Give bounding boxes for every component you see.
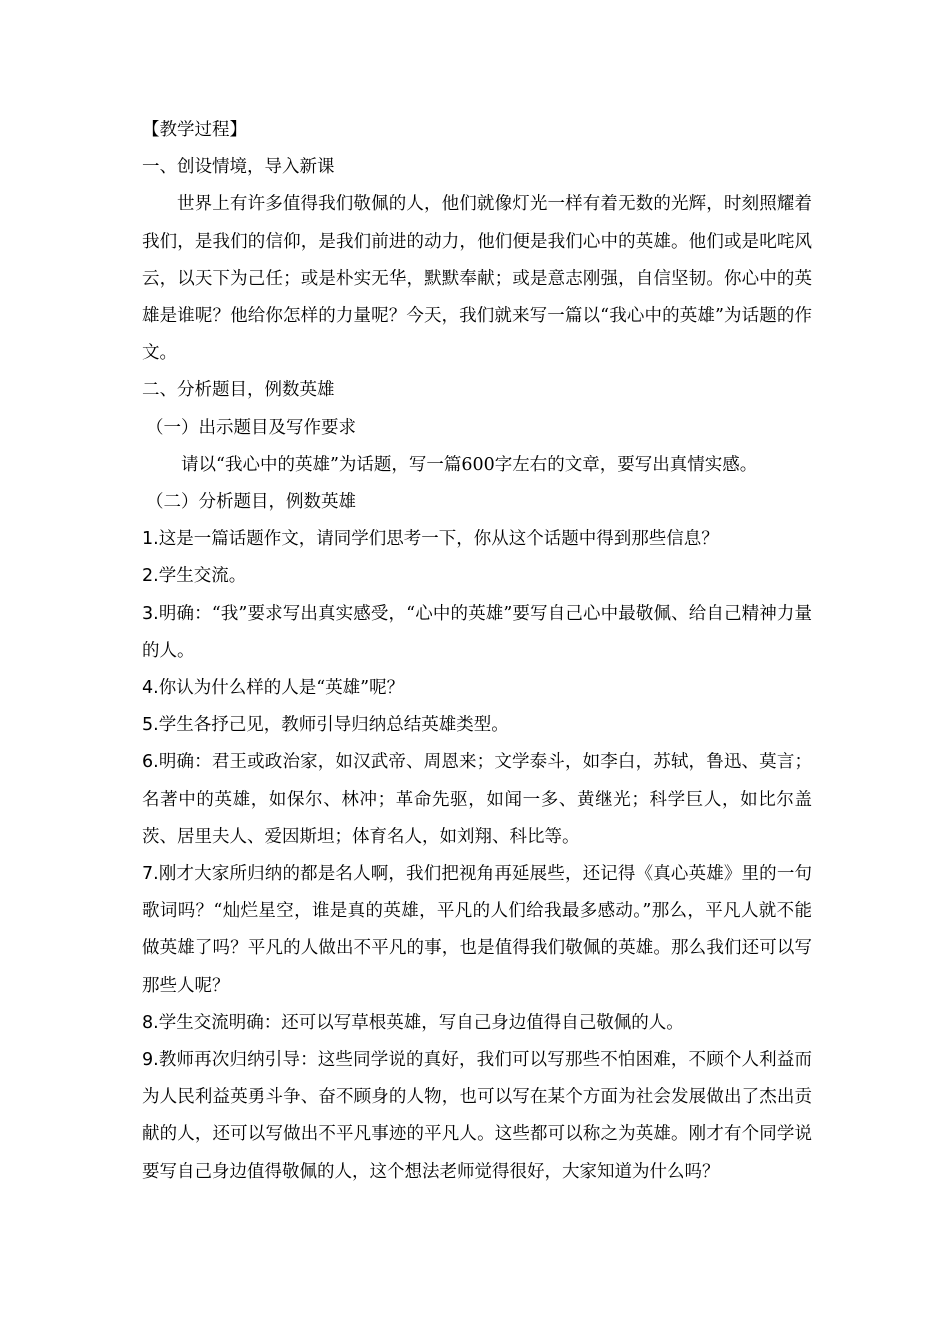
item-number: 1. [142, 529, 159, 550]
subsection-1-title: （一）出示题目及写作要求 [146, 417, 356, 438]
list-item [142, 744, 812, 856]
list-item [142, 1005, 812, 1042]
list-item [142, 521, 812, 558]
item-number: 3. [142, 603, 159, 624]
item-number: 5. [142, 715, 159, 736]
list-item [142, 856, 812, 1005]
list-item [142, 558, 812, 595]
item-text: 学生交流。 [158, 566, 247, 587]
intro-paragraph: 世界上有许多值得我们敬佩的人，他们就像灯光一样有着无数的光辉，时刻照耀着我们，是我们的信仰，是我们前进的动力，他们便是我们心中的英雄。他们或是叱咤风云，以天下为己任；或是朴实无华，默默奉献；或是意志刚强，自信坚韧。你心中的英雄是谁呢？他给你怎样的力量呢？今天，我们就来写一篇以“我心中的英雄”为话题的作文。 [142, 194, 812, 364]
item-text: 明确：“我”要求写出真实感受，“心中的英雄”要写自己心中最敬佩、给自己精神力量的人。 [142, 603, 812, 661]
item-text: 教师再次归纳引导：这些同学说的真好，我们可以写那些不怕困难，不顾个人利益而为人民利益英勇斗争、奋不顾身的人物，也可以写在某个方面为社会发展做出了杰出贡献的人，还可以写做出不平凡事迹的平凡人。这些都可以称之为英雄。刚才有个同学说要写自己身边值得敬佩的人，这个想法老师觉得很好，大家知道为什么吗？ [142, 1050, 812, 1182]
item-text: 学生各抒己见，教师引导归纳总结英雄类型。 [158, 715, 509, 736]
section-2-title: 二、分析题目，例数英雄 [142, 380, 335, 401]
item-number: 8. [142, 1012, 159, 1033]
teaching-process-heading: 【教学过程】 [142, 120, 247, 140]
subsection-2-title: （二）分析题目，例数英雄 [146, 492, 356, 513]
item-text: 这是一篇话题作文，请同学们思考一下，你从这个话题中得到那些信息？ [158, 529, 719, 550]
document-body [142, 112, 812, 1191]
item-number: 4. [142, 678, 159, 699]
writing-requirement: 请以“我心中的英雄”为话题，写一篇600字左右的文章，要写出真情实感。 [181, 454, 758, 475]
list-item [142, 670, 812, 707]
item-number: 9. [142, 1050, 159, 1071]
item-number: 7. [142, 864, 159, 885]
item-text: 明确：君王或政治家，如汉武帝、周恩来；文学泰斗，如李白，苏轼，鲁迅、莫言；名著中的英雄，如保尔、林冲；革命先驱，如闻一多、黄继光；科学巨人，如比尔盖茨、居里夫人、爱因斯坦；体育名人，如刘翔、科比等。 [142, 752, 812, 847]
section-1-title: 一、创设情境，导入新课 [142, 157, 335, 178]
item-text: 刚才大家所归纳的都是名人啊，我们把视角再延展些，还记得《真心英雄》里的一句歌词吗？“灿烂星空，谁是真的英雄，平凡的人们给我最多感动。”那么，平凡人就不能做英雄了吗？平凡的人做出不平凡的事，也是值得我们敬佩的英雄。那么我们还可以写那些人呢？ [142, 864, 812, 996]
list-item [142, 596, 812, 670]
item-text: 学生交流明确：还可以写草根英雄，写自己身边值得自己敬佩的人。 [158, 1012, 684, 1033]
item-text: 你认为什么样的人是“英雄”呢？ [158, 678, 405, 699]
item-number: 6. [142, 752, 159, 773]
list-item [142, 707, 812, 744]
list-item [142, 1042, 812, 1191]
item-number: 2. [142, 566, 159, 587]
